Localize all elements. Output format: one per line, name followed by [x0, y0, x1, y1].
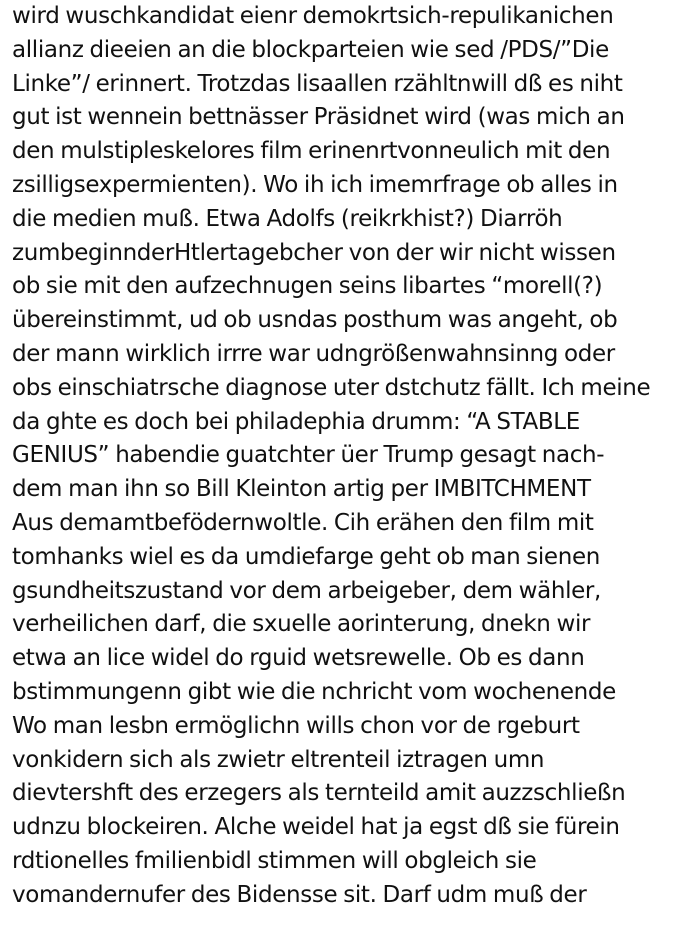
text-line: der mann wirklich irrre war udngrößenwahnsinng oder — [12, 340, 615, 367]
text-line: obs einschiatrsche diagnose uter dstchutz fällt. Ich meine — [12, 374, 651, 401]
document-text — [12, 0, 680, 913]
text-line: allianz dieeien an die blockparteien wie sed /PDS/”Die — [12, 36, 609, 63]
text-line: gsundheitszustand vor dem arbeigeber, dem wähler, — [12, 577, 601, 604]
text-line: GENIUS” habendie guatchter üer Trump gesagt nach- — [12, 442, 605, 469]
text-line: den mulstipleskelores film erinenrtvonneulich mit den — [12, 138, 611, 165]
text-line: Linke”/ erinnert. Trotzdas lisaallen rzähltnwill dß es niht — [12, 70, 623, 97]
text-line: Wo man lesbn ermöglichn wills chon vor de rgeburt — [12, 712, 580, 739]
text-line: Aus demamtbefödernwoltle. Cih erähen den film mit — [12, 509, 594, 536]
text-line: vonkidern sich als zwietr eltrenteil iztragen umn — [12, 746, 545, 773]
text-line: tomhanks wiel es da umdiefarge geht ob man sienen — [12, 543, 600, 570]
text-line: die medien muß. Etwa Adolfs (reikrkhist?) Diarröh — [12, 205, 563, 232]
text-line: zumbeginnderHtlertagebcher von der wir nicht wissen — [12, 239, 616, 266]
text-line: dem man ihn so Bill Kleinton artig per IMBITCHMENT — [12, 476, 591, 503]
text-line: ob sie mit den aufzechnugen seins libartes “morell(?) — [12, 273, 603, 300]
text-line: zsilligsexpermienten). Wo ih ich imemrfrage ob alles in — [12, 171, 618, 198]
text-line: bstimmungenn gibt wie die nchricht vom wochenende — [12, 678, 616, 705]
text-line: udnzu blockeiren. Alche weidel hat ja egst dß sie fürein — [12, 814, 620, 841]
text-line: etwa an lice widel do rguid wetsrewelle. Ob es dann — [12, 645, 585, 672]
text-line: gut ist wennein bettnässer Präsidnet wird (was mich an — [12, 104, 625, 131]
text-line: vomandernufer des Bidensse sit. Darf udm muß der — [12, 881, 587, 908]
text-line: rdtionelles fmilienbidl stimmen will obgleich sie — [12, 847, 537, 874]
text-line: verheilichen darf, die sxuelle aorinterung, dnekn wir — [12, 611, 591, 638]
text-line: wird wuschkandidat eienr demokrtsich-repulikanichen — [12, 3, 614, 29]
text-line: dievtershft des erzegers als ternteild amit auzzschließn — [12, 780, 626, 807]
text-line: da ghte es doch bei philadephia drumm: “A STABLE — [12, 408, 580, 435]
text-line: übereinstimmt, ud ob usndas posthum was angeht, ob — [12, 307, 618, 334]
